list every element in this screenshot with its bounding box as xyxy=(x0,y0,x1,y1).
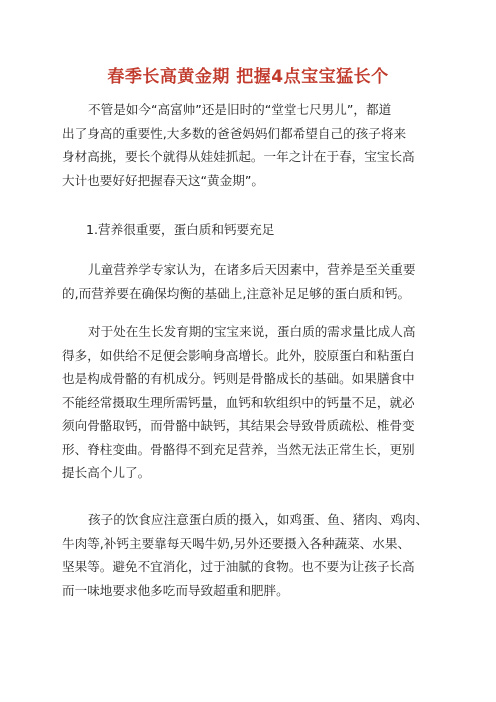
paragraph-2 xyxy=(62,320,434,485)
paragraph-line: 不管是如今“高富帅”还是旧时的“堂堂七尺男儿”，都道 xyxy=(88,102,392,117)
paragraph-line: 儿童营养学专家认为，在诸多后天因素中，营养是至关重要 xyxy=(88,262,416,277)
paragraph-line: 出了身高的重要性,大多数的爸爸妈妈们都希望自己的孩子将来 xyxy=(62,125,407,141)
paragraph-line: 提长高个儿了。 xyxy=(62,465,151,480)
paragraph-line: 坚果等。避免不宜消化，过于油腻的食物。也不要为让孩子长高 xyxy=(62,559,415,574)
paragraph-line: 身材高挑，要长个就得从娃娃抓起。一年之计在于春，宝宝长高 xyxy=(62,149,415,164)
paragraph-line: 的,而营养要在确保均衡的基础上,注意补足足够的蛋白质和钙。 xyxy=(62,285,411,301)
paragraph-1 xyxy=(62,258,434,305)
paragraph-line: 孩子的饮食应注意蛋白质的摄入，如鸡蛋、鱼、猪肉、鸡肉、 xyxy=(88,512,429,527)
paragraph-3 xyxy=(62,508,434,602)
paragraph-line: 牛肉等,补钙主要靠每天喝牛奶,另外还要摄入各种蔬菜、水果、 xyxy=(62,535,411,551)
paragraph-line: 而一味地要求他多吃而导致超重和肥胖。 xyxy=(62,582,289,598)
paragraph-line: 须向骨骼取钙，而骨骼中缺钙，其结果会导致骨质疏松、椎骨变 xyxy=(62,418,415,433)
paragraph-line: 对于处在生长发育期的宝宝来说，蛋白质的需求量比成人高 xyxy=(88,324,416,339)
paragraph-line: 形、脊柱变曲。骨骼得不到充足营养，当然无法正常生长，更别 xyxy=(62,441,415,457)
section-heading: 1.营养很重要，蛋白质和钙要充足 xyxy=(86,222,275,237)
page-title: 春季长高黄金期 把握4点宝宝猛长个 xyxy=(107,67,389,87)
paragraph-line: 大计也要好好把握春天这“黄金期”。 xyxy=(62,172,264,188)
paragraph-line: 不能经常摄取生理所需钙量，血钙和软组织中的钙量不足，就必 xyxy=(62,394,415,410)
intro-paragraph xyxy=(62,98,434,192)
paragraph-line: 得多，如供给不足便会影响身高增长。此外，胶原蛋白和粘蛋白 xyxy=(62,347,415,363)
paragraph-line: 也是构成骨骼的有机成分。钙则是骨骼成长的基础。如果膳食中 xyxy=(62,371,415,386)
